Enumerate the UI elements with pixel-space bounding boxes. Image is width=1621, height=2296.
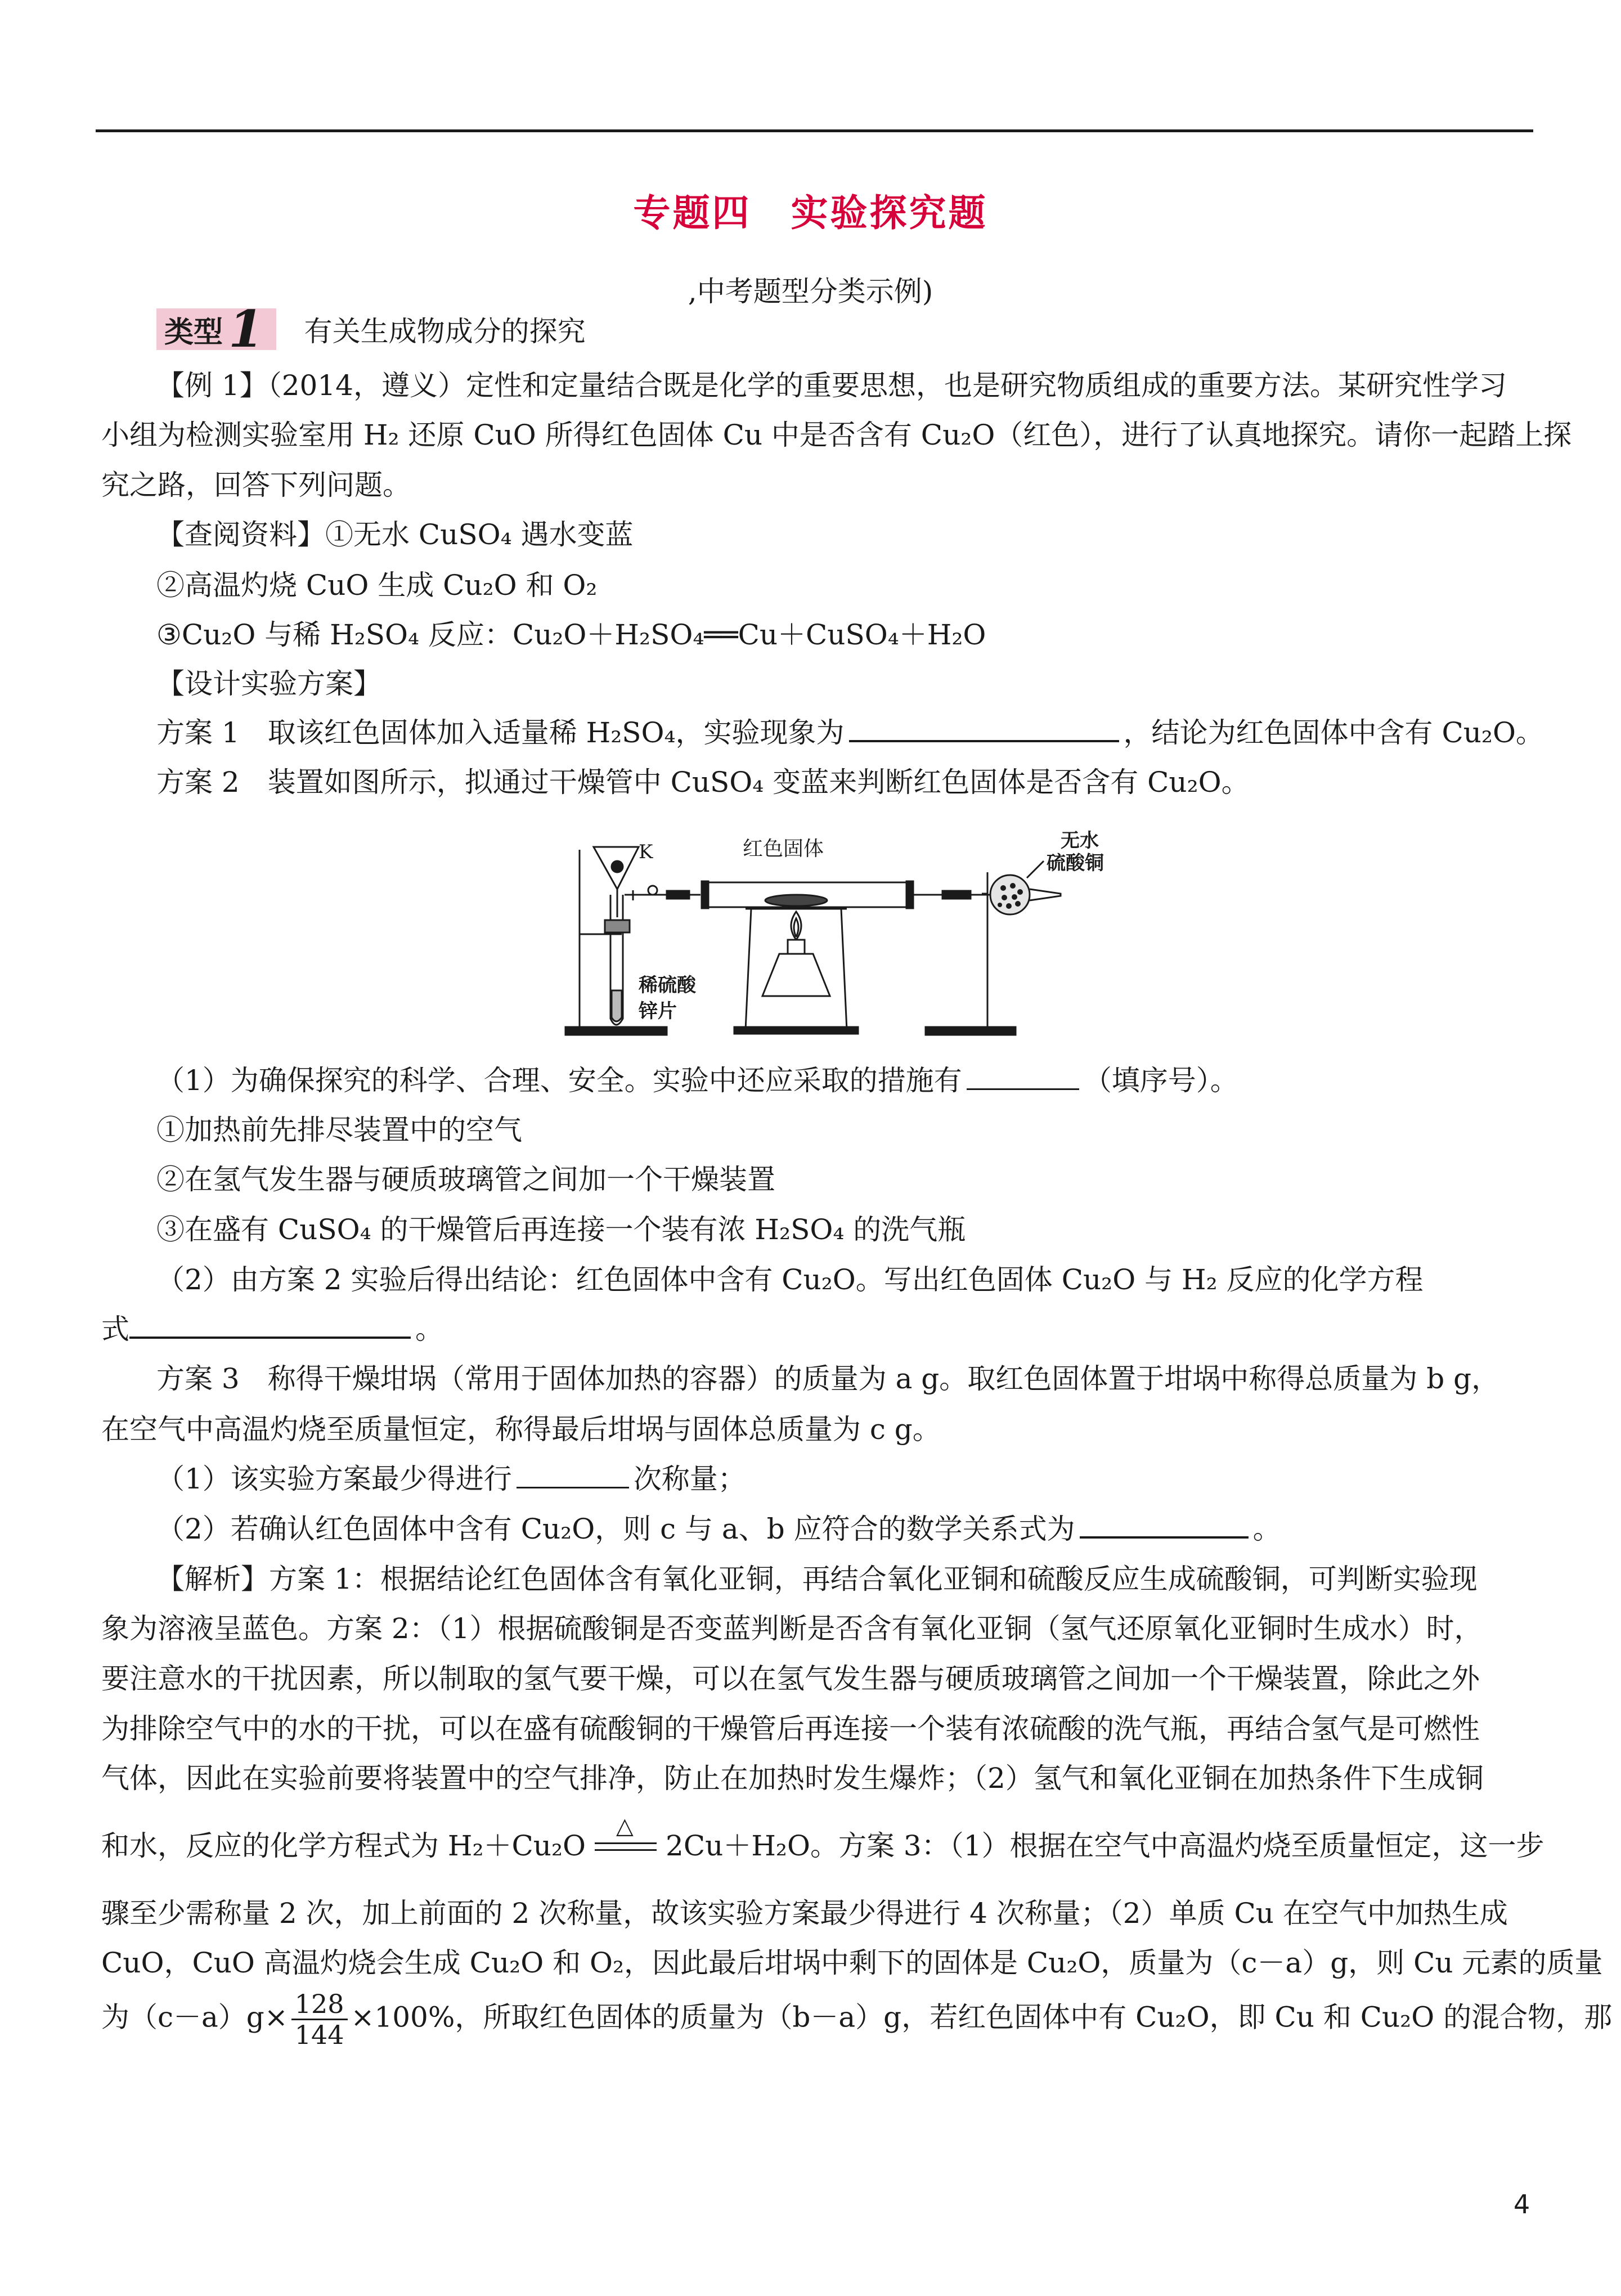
type-heading: 有关生成物成分的探究 [304, 315, 586, 348]
type-badge-number: 1 [228, 299, 264, 359]
analysis-line3: 要注意水的干扰因素，所以制取的氢气要干燥，可以在氢气发生器与硬质玻璃管之间加一个干燥装置，除此之外 [101, 1662, 1480, 1695]
plan3-q2-text-b: 。 [1252, 1513, 1281, 1545]
analysis-line8: CuO，CuO 高温灼烧会生成 Cu₂O 和 O₂，因此最后坩埚中剩下的固体是 Cu₂O，质量为（c－a）g，则 Cu 元素的质量 [101, 1947, 1603, 1979]
option-2: ②在氢气发生器与硬质玻璃管之间加一个干燥装置 [156, 1163, 775, 1196]
example-intro-line2: 小组为检测实验室用 H₂ 还原 CuO 所得红色固体 Cu 中是否含有 Cu₂O（红色），进行了认真地探究。请你一起踏上探 [101, 419, 1572, 451]
analysis-line4: 为排除空气中的水的干扰，可以在盛有硫酸铜的干燥管后再连接一个装有浓硫酸的洗气瓶，再结合氢气是可燃性 [101, 1712, 1480, 1745]
q1-text-a: （1）为确保探究的科学、合理、安全。实验中还应采取的措施有 [156, 1064, 962, 1097]
plan3-q1-text-b: 次称量； [633, 1463, 746, 1495]
fraction [291, 1989, 348, 2050]
page-title [0, 183, 1621, 236]
plan1-line [156, 710, 1544, 751]
q2-text-b: 式 [101, 1313, 129, 1346]
q1-text-b: （填序号）。 [1083, 1064, 1238, 1097]
plan1-text-a: 方案 1 取该红色固体加入适量稀 H₂SO₄，实验现象为 [156, 716, 845, 749]
example-intro-line3: 究之路，回答下列问题。 [101, 469, 411, 501]
plan2-line: 方案 2 装置如图所示，拟通过干燥管中 CuSO₄ 变蓝来判断红色固体是否含有 Cu₂O。 [156, 766, 1250, 799]
plan3-q2 [156, 1506, 1281, 1547]
q1-line [156, 1058, 1238, 1098]
title-part1: 专题四 [633, 191, 752, 235]
type-badge [156, 299, 276, 359]
plan3-q2-text-a: （2）若确认红色固体中含有 Cu₂O，则 c 与 a、b 应符合的数学关系式为 [156, 1513, 1075, 1545]
page-subtitle: ,中考题型分类示例) [688, 275, 933, 308]
analysis-line9-b: ×100%，所取红色固体的质量为（b－a）g，若红色固体中有 Cu₂O，即 Cu 和 Cu₂O 的混合物，那 [351, 2001, 1613, 2034]
heat-triangle-icon: △ [616, 1813, 634, 1839]
q2-answer-blank[interactable] [129, 1311, 411, 1339]
fraction-numerator: 128 [291, 1989, 348, 2020]
plan3-q1 [156, 1456, 746, 1497]
q2-answer-line [101, 1307, 443, 1347]
fraction-denominator: 144 [294, 2020, 344, 2050]
label-red-solid: 红色固体 [743, 837, 824, 860]
option-3: ③在盛有 CuSO₄ 的干燥管后再连接一个装有浓 H₂SO₄ 的洗气瓶 [156, 1213, 966, 1246]
label-anhydrous-1: 无水 [1061, 829, 1099, 852]
design-heading: 【设计实验方案】 [156, 667, 381, 700]
option-1: ①加热前先排尽装置中的空气 [156, 1114, 522, 1146]
title-part2: 实验探究题 [791, 191, 988, 235]
analysis-line6 [101, 1813, 1544, 1864]
plan3-line2: 在空气中高温灼烧至质量恒定，称得最后坩埚与固体总质量为 c g。 [101, 1413, 941, 1446]
type-section-header [156, 299, 586, 359]
q2-line: （2）由方案 2 实验后得出结论：红色固体中含有 Cu₂O。写出红色固体 Cu₂O 与 H₂ 反应的化学方程 [156, 1263, 1424, 1296]
label-anhydrous-2: 硫酸铜 [1047, 852, 1104, 875]
plan1-text-b: ，结论为红色固体中含有 Cu₂O。 [1123, 716, 1544, 749]
example-intro-line1: 【例 1】（2014，遵义）定性和定量结合既是化学的重要思想，也是研究物质组成的重要方法。某研究性学习 [156, 369, 1507, 402]
ref-heading: 【查阅资料】①无水 CuSO₄ 遇水变蓝 [156, 518, 634, 551]
q2-text-c: 。 [415, 1313, 443, 1346]
page-number: 4 [1514, 2189, 1530, 2219]
label-dilute-acid: 稀硫酸 [639, 974, 696, 997]
ref-item-2: ②高温灼烧 CuO 生成 Cu₂O 和 O₂ [156, 569, 598, 602]
apparatus-diagram [554, 827, 1151, 1047]
analysis-line9-a: 为（c－a）g× [101, 2001, 288, 2034]
plan1-answer-blank[interactable] [849, 714, 1119, 742]
q1-answer-blank[interactable] [967, 1062, 1079, 1090]
analysis-line9 [101, 1989, 1612, 2050]
plan3-q1-answer-blank[interactable] [517, 1461, 629, 1488]
ref-item-3: ③Cu₂O 与稀 H₂SO₄ 反应：Cu₂O＋H₂SO₄══Cu＋CuSO₄＋H₂O [156, 618, 986, 651]
heating-arrow [595, 1813, 657, 1859]
analysis-line2: 象为溶液呈蓝色。方案 2：（1）根据硫酸铜是否变蓝判断是否含有氧化亚铜（氢气还原氧化亚铜时生成水）时， [101, 1612, 1483, 1645]
label-zinc: 锌片 [639, 1000, 677, 1023]
analysis-line7: 骤至少需称量 2 次，加上前面的 2 次称量，故该实验方案最少得进行 4 次称量；（2）单质 Cu 在空气中加热生成 [101, 1897, 1508, 1930]
analysis-line5: 气体，因此在实验前要将装置中的空气排净，防止在加热时发生爆炸；（2）氢气和氧化亚铜在加热条件下生成铜 [101, 1762, 1484, 1795]
plan3-line1: 方案 3 称得干燥坩埚（常用于固体加热的容器）的质量为 a g。取红色固体置于坩埚中称得总质量为 b g， [156, 1362, 1500, 1395]
analysis-line6-b: 2Cu＋H₂O。方案 3：（1）根据在空气中高温灼烧至质量恒定，这一步 [666, 1829, 1544, 1862]
plan3-q2-answer-blank[interactable] [1080, 1510, 1249, 1539]
type-badge-label: 类型 [164, 315, 223, 349]
label-valve-k: K [639, 841, 653, 863]
plan3-q1-text-a: （1）该实验方案最少得进行 [156, 1463, 512, 1495]
header-rule [96, 129, 1533, 132]
analysis-line6-a: 和水，反应的化学方程式为 H₂＋Cu₂O [101, 1829, 586, 1862]
analysis-line1: 【解析】方案 1：根据结论红色固体含有氧化亚铜，再结合氧化亚铜和硫酸反应生成硫酸铜，可判断实验现 [156, 1563, 1478, 1595]
